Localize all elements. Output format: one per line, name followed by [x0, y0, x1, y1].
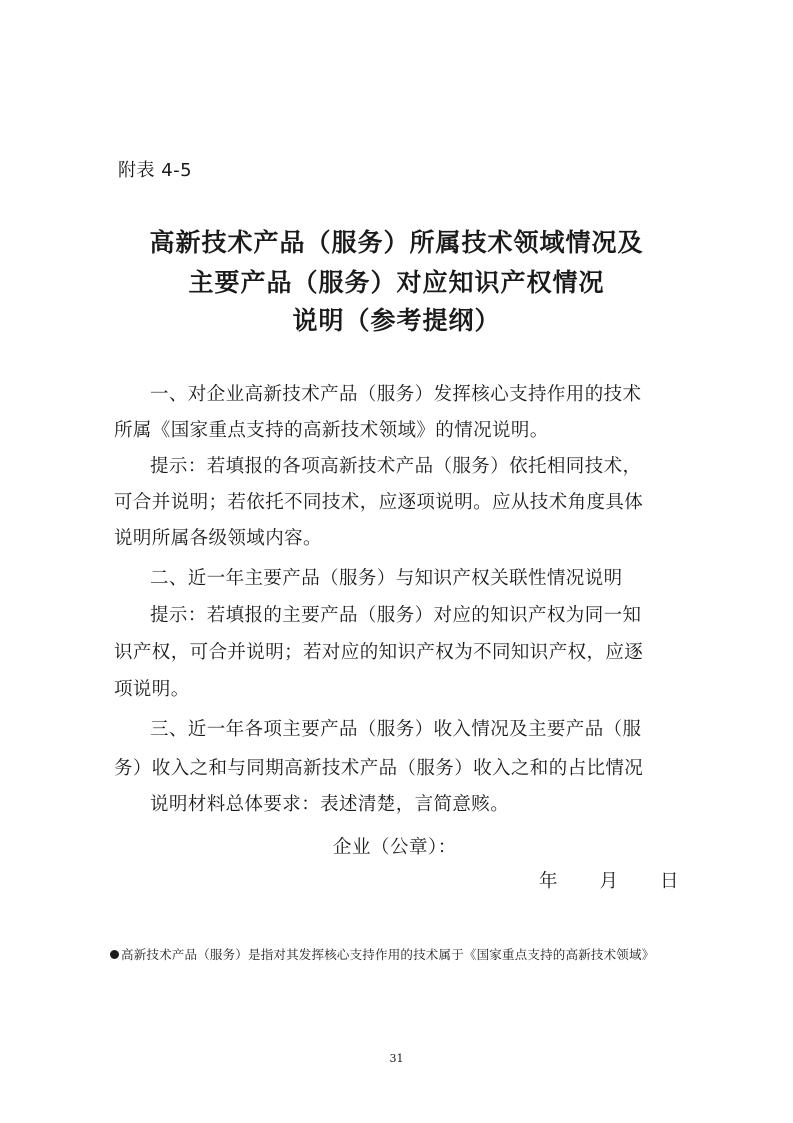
body-line: 说明材料总体要求：表述清楚，言简意赅。 [150, 794, 510, 815]
footnote-text: 高新技术产品（服务）是指对其发挥核心支持作用的技术属于《国家重点支持的高新技术领域》 [121, 947, 655, 962]
company-seal-label: 企业（公章）： [333, 837, 457, 858]
body-line: 提示：若填报的主要产品（服务）对应的知识产权为同一知 [150, 605, 642, 626]
body-line: 提示：若填报的各项高新技术产品（服务）依托相同技术， [150, 456, 642, 477]
title-line-1: 高新技术产品（服务）所属技术领域情况及 [149, 228, 644, 257]
body-line: 一、对企业高新技术产品（服务）发挥核心支持作用的技术 [150, 384, 642, 405]
title-line-3: 说明（参考提纲） [292, 306, 501, 335]
body-line: 二、近一年主要产品（服务）与知识产权关联性情况说明 [150, 568, 623, 589]
page-number: 31 [389, 1052, 404, 1065]
date-day: 日 [660, 871, 679, 892]
body-line: 识产权，可合并说明；若对应的知识产权为不同知识产权，应逐 [114, 642, 644, 663]
body-line: 说明所属各级领域内容。 [114, 528, 322, 549]
title-line-2: 主要产品（服务）对应知识产权情况 [188, 268, 605, 297]
attachment-label: 附表 4-5 [118, 160, 193, 181]
bullet-icon [110, 950, 119, 959]
body-line: 务）收入之和与同期高新技术产品（服务）收入之和的占比情况 [114, 758, 644, 779]
body-line: 三、近一年各项主要产品（服务）收入情况及主要产品（服 [150, 719, 642, 740]
body-line: 项说明。 [114, 679, 190, 700]
body-line: 所属《国家重点支持的高新技术领域》的情况说明。 [114, 420, 549, 441]
date-month: 月 [599, 871, 619, 892]
date-year: 年 [539, 871, 558, 892]
date-line [539, 870, 679, 894]
footnote [110, 946, 654, 964]
body-line: 可合并说明；若依托不同技术，应逐项说明。应从技术角度具体 [114, 492, 644, 513]
